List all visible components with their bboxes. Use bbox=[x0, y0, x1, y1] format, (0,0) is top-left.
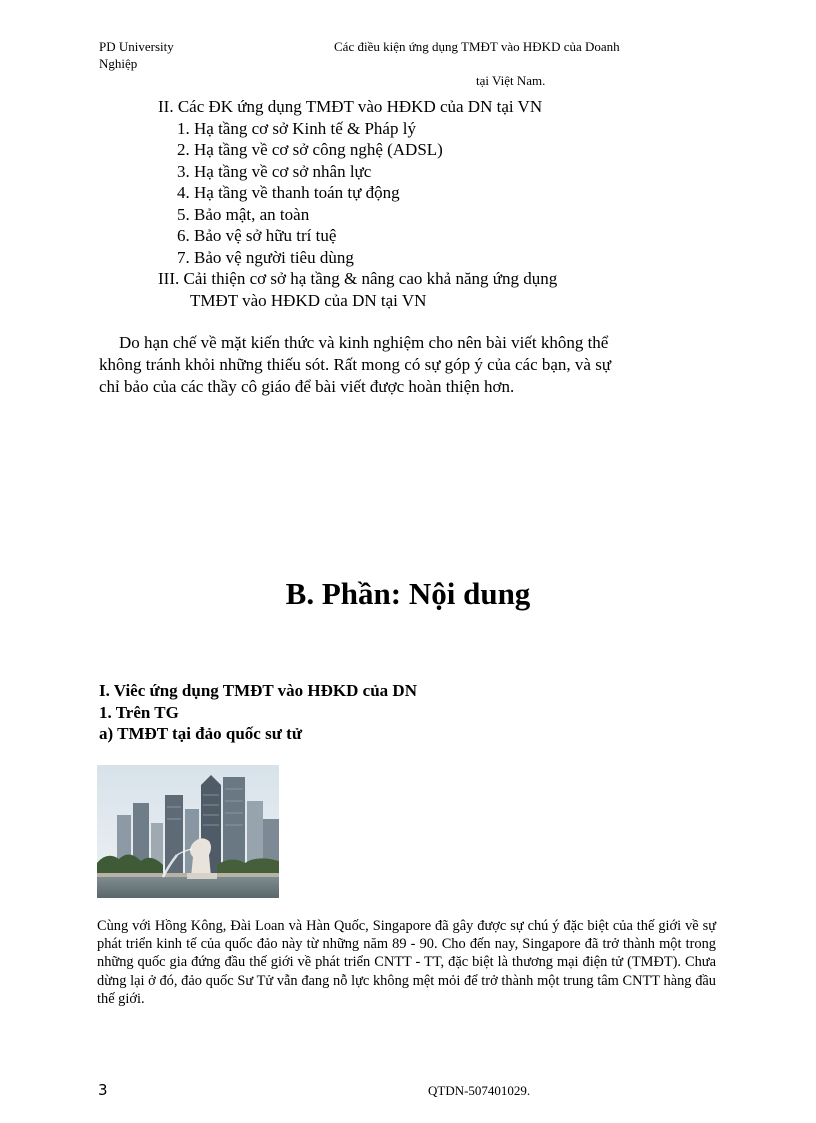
toc-item: 7. Bảo vệ người tiêu dùng bbox=[177, 248, 354, 267]
intro-line: chỉ bảo của các thầy cô giáo để bài viết được hoàn thiện hơn. bbox=[99, 377, 515, 396]
toc-section-3-line1: III. Cải thiện cơ sở hạ tầng & nâng cao khả năng ứng dụng bbox=[158, 269, 558, 288]
header-center-line1: Các điều kiện ứng dụng TMĐT vào HĐKD của Doanh bbox=[334, 39, 620, 54]
toc-item: 6. Bảo vệ sở hữu trí tuệ bbox=[177, 226, 337, 245]
toc-item: 2. Hạ tầng về cơ sở công nghệ (ADSL) bbox=[177, 140, 443, 159]
intro-line: không tránh khỏi những thiếu sót. Rất mong có sự góp ý của các bạn, và sự bbox=[99, 355, 612, 374]
header-left-line1: PD University bbox=[99, 39, 174, 54]
singapore-skyline-photo bbox=[97, 765, 279, 898]
header-left-line2: Nghiệp bbox=[99, 56, 138, 71]
toc-section-2: II. Các ĐK ứng dụng TMĐT vào HĐKD của DN tại VN bbox=[158, 97, 543, 116]
document-code: QTDN-507401029. bbox=[428, 1083, 531, 1098]
heading-subsection-1: 1. Trên TG bbox=[99, 703, 179, 722]
heading-subsection-a: a) TMĐT tại đảo quốc sư tử bbox=[99, 724, 303, 743]
toc-item: 3. Hạ tầng về cơ sở nhân lực bbox=[177, 162, 372, 181]
toc-item: 1. Hạ tầng cơ sở Kinh tế & Pháp lý bbox=[177, 119, 416, 138]
body-paragraph: Cùng với Hồng Kông, Đài Loan và Hàn Quốc, Singapore đã gây được sự chú ý đặc biệt của thế giới về sự phát triển kinh tế của quốc đảo này từ những năm 89 - 90. Cho đến nay, Singapore đã trở thành một trong những quốc gia đứng đầu thế giới về phát triển CNTT - TT, đặc biệt là thương mại điện tử (TMĐT). Chưa dừng lại ở đó, đảo quốc Sư Tử vẫn đang nỗ lực không mệt mỏi để trở thành một trung tâm CNTT hàng đầu thế giới. bbox=[97, 918, 716, 1007]
part-title: B. Phần: Nội dung bbox=[285, 576, 531, 611]
toc-item: 5. Bảo mật, an toàn bbox=[177, 205, 310, 224]
header-center-line2: tại Việt Nam. bbox=[476, 73, 546, 88]
page-number: 3 bbox=[98, 1081, 108, 1099]
toc-section-3-line2: TMĐT vào HĐKD của DN tại VN bbox=[190, 291, 427, 310]
toc-item: 4. Hạ tầng về thanh toán tự động bbox=[177, 183, 400, 202]
heading-section-1: I. Viêc ứng dụng TMĐT vào HĐKD của DN bbox=[99, 681, 417, 700]
intro-line: Do hạn chế về mặt kiến thức và kinh nghiệm cho nên bài viết không thể bbox=[119, 333, 609, 352]
